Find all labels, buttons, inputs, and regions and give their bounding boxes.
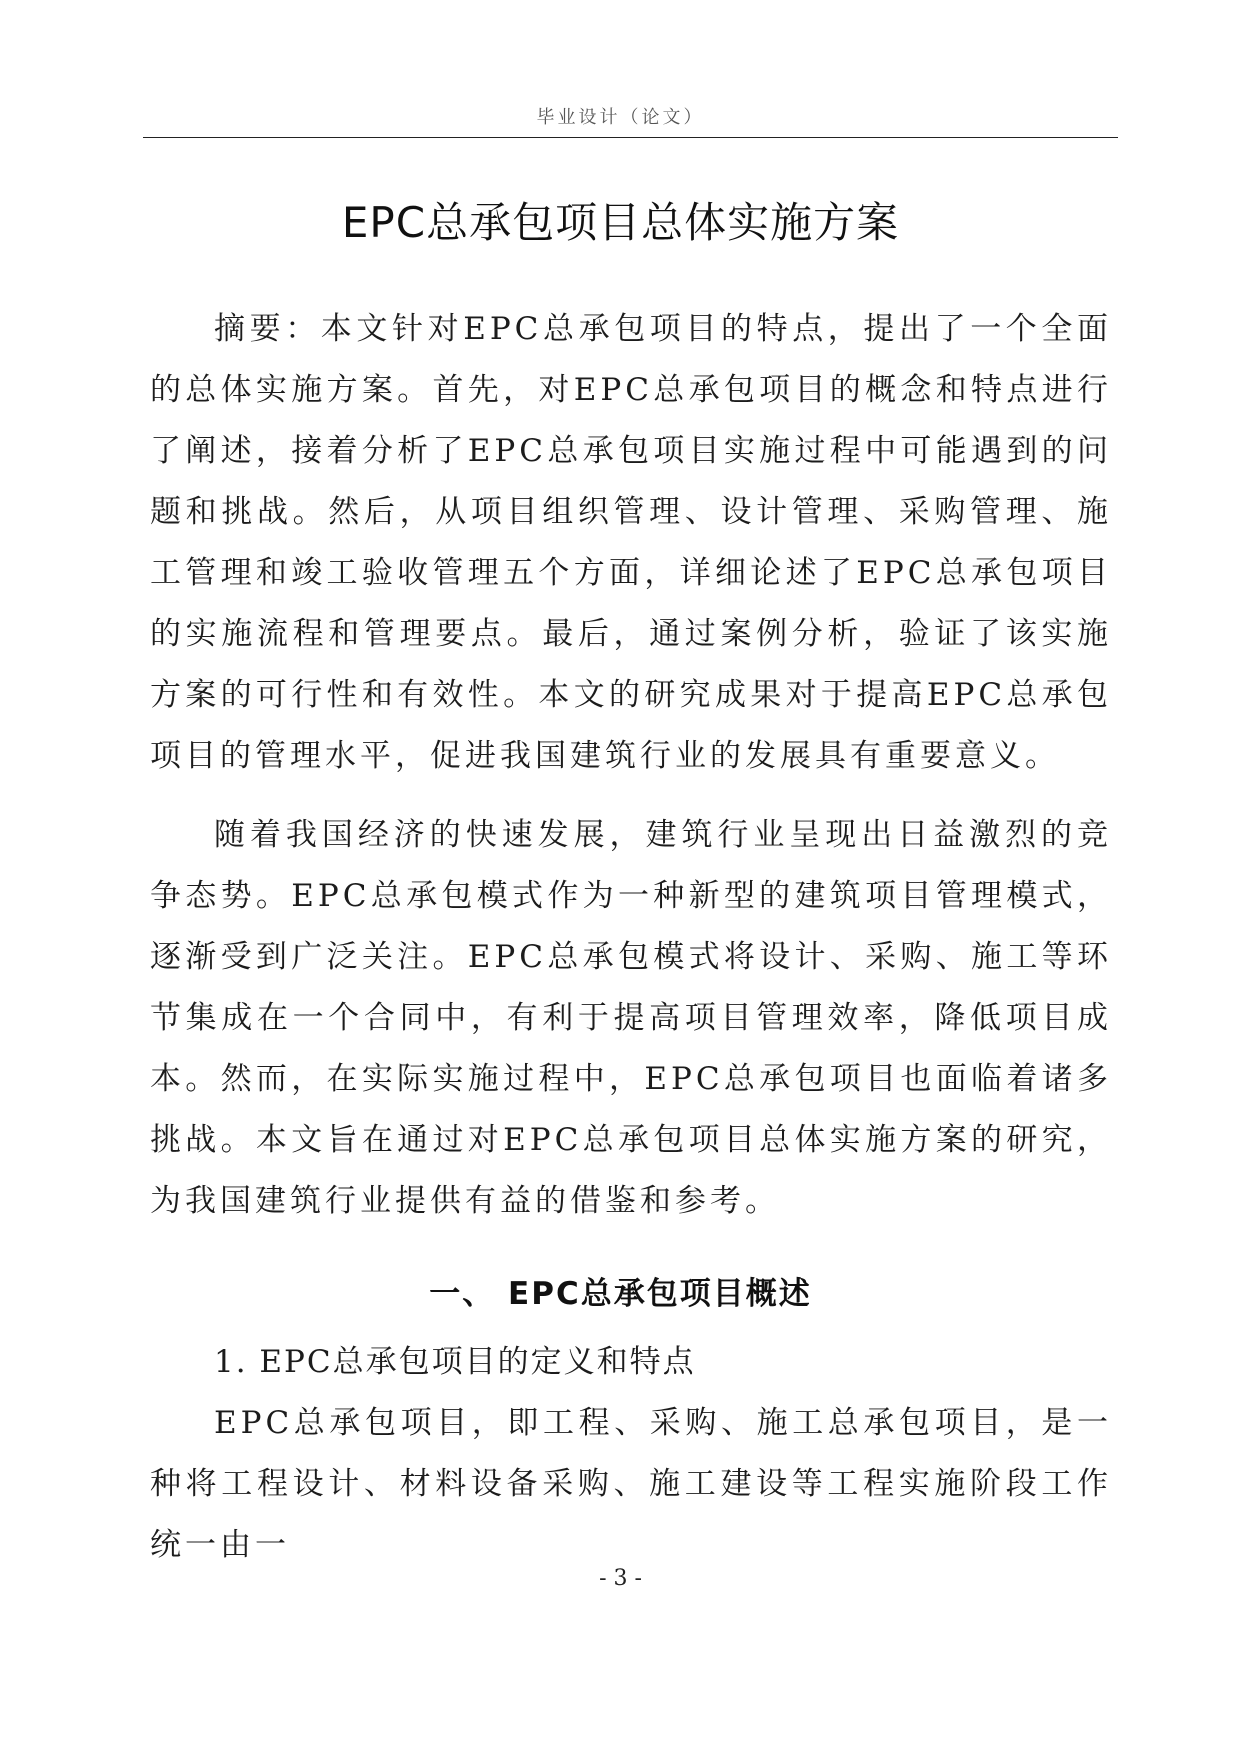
subsection-heading: 1. EPC总承包项目的定义和特点 [214, 1344, 696, 1380]
abstract-paragraph: 摘要：本文针对EPC总承包项目的特点，提出了一个全面的总体实施方案。首先，对EPC总承包项目的概念和特点进行了阐述，接着分析了EPC总承包项目实施过程中可能遇到的问题和挑战。然后，从项目组织管理、设计管理、采购管理、施工管理和竣工验收管理五个方面，详细论述了EPC总承包项目的实施流程和管理要点。最后，通过案例分析，验证了该实施方案的可行性和有效性。本文的研究成果对于提高EPC总承包项目的管理水平，促进我国建筑行业的发展具有重要意义。 [150, 311, 1112, 774]
header-divider [143, 137, 1118, 138]
document-title: EPC总承包项目总体实施方案 [341, 198, 900, 247]
body-paragraph: EPC总承包项目，即工程、采购、施工总承包项目，是一种将工程设计、材料设备采购、施工建设等工程实施阶段工作统一由一 [150, 1405, 1112, 1563]
running-header: 毕业设计（论文） [536, 107, 705, 128]
page-number: - 3 - [599, 1566, 642, 1591]
introduction-paragraph: 随着我国经济的快速发展，建筑行业呈现出日益激烈的竞争态势。EPC总承包模式作为一种新型的建筑项目管理模式，逐渐受到广泛关注。EPC总承包模式将设计、采购、施工等环节集成在一个合同中，有利于提高项目管理效率，降低项目成本。然而，在实际实施过程中，EPC总承包项目也面临着诸多挑战。本文旨在通过对EPC总承包项目总体实施方案的研究，为我国建筑行业提供有益的借鉴和参考。 [150, 817, 1112, 1219]
section-heading: 一、 EPC总承包项目概述 [429, 1276, 812, 1312]
